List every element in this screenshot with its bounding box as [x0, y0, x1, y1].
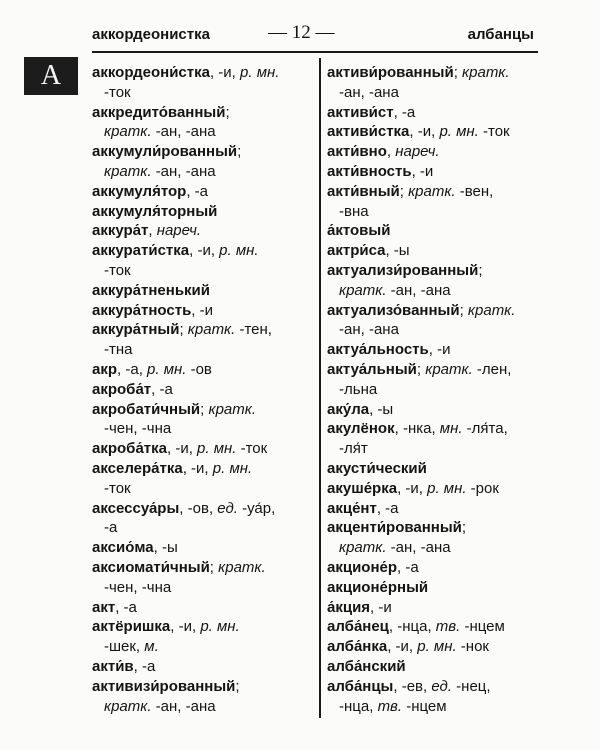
inflection-text: ,: [386, 143, 396, 161]
grammar-label: кратк.: [339, 281, 387, 299]
inflection-text: ;: [179, 321, 188, 339]
grammar-label: нареч.: [156, 222, 202, 240]
dictionary-entry: [327, 558, 541, 578]
grammar-label: кратк.: [339, 539, 387, 557]
dictionary-entry: [327, 598, 541, 618]
inflection-text: ;: [478, 261, 483, 279]
inflection-text: -чен, -чна: [104, 420, 172, 438]
headword: акти́вно: [327, 143, 387, 161]
grammar-label: кратк.: [467, 301, 516, 319]
dictionary-entry: [92, 459, 314, 479]
dictionary-entry: [92, 598, 314, 618]
inflection-text: , -ы: [385, 242, 410, 260]
dictionary-entry: [327, 340, 541, 360]
inflection-text: -ан, -ана: [151, 162, 216, 180]
inflection-text: ;: [416, 360, 426, 378]
grammar-label: р. мн.: [417, 638, 457, 656]
dictionary-entry: [327, 459, 541, 479]
inflection-text: -ан, -ана: [151, 697, 216, 715]
grammar-label: м.: [144, 638, 159, 656]
entry-continuation: [92, 518, 314, 538]
headword: акт: [92, 598, 116, 616]
inflection-text: -ан, -ана: [151, 123, 216, 141]
headword: акценти́рованный: [327, 519, 462, 537]
headword: актёришка: [92, 618, 171, 636]
headword: акусти́ческий: [327, 459, 427, 477]
dictionary-entry: [92, 360, 314, 380]
headword: активи́рованный: [327, 64, 454, 81]
inflection-text: , -и,: [182, 459, 213, 477]
inflection-text: ;: [453, 64, 463, 81]
inflection-text: , -и: [411, 162, 434, 180]
dictionary-entry: [327, 103, 541, 123]
inflection-text: , -и,: [170, 618, 201, 636]
dictionary-entry: [92, 320, 314, 340]
headword: а́ктовый: [327, 222, 391, 240]
headword: активи́стка: [327, 123, 410, 141]
dictionary-entry: [327, 182, 541, 202]
headword: аксессуа́ры: [92, 499, 180, 517]
grammar-label: р. мн.: [427, 479, 467, 497]
left-column: [92, 63, 314, 716]
headword: аккредито́ванный: [92, 103, 226, 121]
inflection-text: -ток: [104, 83, 131, 101]
grammar-label: кратк.: [425, 360, 473, 378]
headword: акулёнок: [327, 420, 395, 438]
column-divider: [319, 58, 321, 718]
entry-continuation: [327, 538, 541, 558]
headword: актуа́льность: [327, 341, 429, 359]
inflection-text: , -и: [370, 598, 392, 616]
dictionary-entry: [92, 380, 314, 400]
headword: аккура́т: [92, 222, 149, 240]
headword: акр: [92, 360, 118, 378]
dictionary-entry: [327, 63, 541, 83]
inflection-text: -нца,: [339, 697, 378, 715]
headword: акроба́тка: [92, 440, 167, 458]
dictionary-entry: [327, 637, 541, 657]
entry-continuation: [92, 162, 314, 182]
inflection-text: , -а: [186, 182, 208, 200]
headword: аккура́тный: [92, 321, 180, 339]
inflection-text: -нцем: [460, 618, 505, 636]
grammar-label: р. мн.: [439, 123, 479, 141]
inflection-text: , -и,: [409, 123, 440, 141]
inflection-text: , -ы: [153, 539, 178, 557]
grammar-label: кратк.: [408, 182, 456, 200]
headword: аксио́ма: [92, 539, 154, 557]
inflection-text: , -нца,: [388, 618, 436, 636]
headword: акробати́чный: [92, 400, 201, 418]
headword: аксиомати́чный: [92, 558, 210, 576]
inflection-text: , -ы: [369, 400, 394, 418]
dictionary-entry: [327, 479, 541, 499]
headword: актуализо́ванный: [327, 301, 460, 319]
right-column: [327, 63, 541, 716]
inflection-text: -тна: [104, 341, 133, 359]
inflection-text: -ток: [478, 123, 510, 141]
inflection-text: , -и: [191, 301, 214, 319]
grammar-label: тв.: [435, 618, 461, 636]
headword: аккумуля́тор: [92, 182, 187, 200]
inflection-text: -ток: [104, 479, 131, 497]
inflection-text: -нец,: [452, 677, 491, 695]
inflection-text: , -и,: [387, 638, 418, 656]
dictionary-entry: [327, 241, 541, 261]
header-first-entry: аккордеонистка: [92, 26, 210, 43]
grammar-label: кратк.: [104, 162, 152, 180]
inflection-text: -ан, -ана: [339, 83, 399, 101]
headword: аккура́тность: [92, 301, 192, 319]
inflection-text: , -и,: [209, 64, 241, 81]
dictionary-entry: [92, 400, 314, 420]
inflection-text: -нцем: [402, 697, 447, 715]
grammar-label: р. мн.: [219, 242, 259, 260]
inflection-text: ;: [209, 558, 219, 576]
dictionary-entry: [327, 261, 541, 281]
entry-continuation: [327, 439, 541, 459]
headword: акти́в: [92, 657, 134, 675]
grammar-label: кратк.: [104, 123, 152, 141]
dictionary-entry: [92, 202, 314, 222]
headword: аккордеони́стка: [92, 64, 210, 81]
grammar-label: р. мн.: [147, 360, 187, 378]
headword: алба́нка: [327, 638, 388, 656]
inflection-text: -шек,: [104, 638, 145, 656]
inflection-text: -ток: [104, 261, 131, 279]
headword: акционе́р: [327, 558, 398, 576]
grammar-label: кратк.: [208, 400, 257, 418]
entry-continuation: [327, 320, 541, 340]
dictionary-entry: [327, 122, 541, 142]
inflection-text: , -а: [376, 499, 399, 517]
dictionary-entry: [327, 162, 541, 182]
inflection-text: , -а: [133, 657, 156, 675]
entry-continuation: [327, 202, 541, 222]
entry-continuation: [92, 697, 314, 717]
inflection-text: -ток: [236, 440, 268, 458]
entry-continuation: [92, 340, 314, 360]
grammar-label: ед.: [217, 499, 238, 517]
inflection-text: ;: [461, 519, 467, 537]
entry-continuation: [92, 83, 314, 103]
inflection-text: -чен, -чна: [104, 578, 172, 596]
grammar-label: кратк.: [462, 64, 510, 81]
dictionary-entry: [327, 578, 541, 598]
headword: актуализи́рованный: [327, 261, 479, 279]
headword: алба́нский: [327, 657, 406, 675]
headword: актри́са: [327, 242, 386, 260]
inflection-text: -а: [104, 519, 118, 537]
dictionary-entry: [92, 499, 314, 519]
entry-continuation: [92, 637, 314, 657]
headword: акроба́т: [92, 380, 152, 398]
inflection-text: -нок: [456, 638, 489, 656]
dictionary-entry: [92, 538, 314, 558]
headword: акти́вный: [327, 182, 400, 200]
headword: алба́нцы: [327, 677, 394, 695]
headword: аккумули́рованный: [92, 143, 238, 161]
inflection-text: , -ов,: [179, 499, 218, 517]
entry-continuation: [92, 419, 314, 439]
dictionary-entry: [327, 419, 541, 439]
dictionary-entry: [92, 221, 314, 241]
headword: аку́ла: [327, 400, 370, 418]
entry-continuation: [327, 281, 541, 301]
grammar-label: кратк.: [187, 321, 236, 339]
entry-continuation: [327, 380, 541, 400]
headword: аккура́тненький: [92, 281, 210, 299]
entry-continuation: [92, 261, 314, 281]
headword: акционе́рный: [327, 578, 429, 596]
header-last-entry: албанцы: [467, 26, 534, 43]
entry-continuation: [327, 697, 541, 717]
entry-continuation: [92, 122, 314, 142]
dictionary-entry: [327, 499, 541, 519]
inflection-text: , -и: [428, 341, 451, 359]
inflection-text: , -нка,: [394, 420, 440, 438]
inflection-text: -вна: [339, 202, 369, 220]
dictionary-entry: [92, 301, 314, 321]
headword: акуше́рка: [327, 479, 398, 497]
inflection-text: , -а: [397, 558, 419, 576]
dictionary-entry: [92, 182, 314, 202]
inflection-text: , -а: [115, 598, 137, 616]
page-header: [92, 24, 538, 50]
grammar-label: ед.: [431, 677, 452, 695]
dictionary-entry: [92, 439, 314, 459]
headword: аккумуля́торный: [92, 202, 218, 220]
entry-continuation: [92, 479, 314, 499]
dictionary-entry: [92, 617, 314, 637]
dictionary-entry: [327, 360, 541, 380]
grammar-label: р. мн.: [240, 64, 280, 81]
dictionary-entry: [92, 558, 314, 578]
headword: активи́ст: [327, 103, 394, 121]
inflection-text: -ан, -ана: [386, 281, 451, 299]
inflection-text: ;: [237, 143, 242, 161]
inflection-text: ;: [399, 182, 409, 200]
inflection-text: ;: [459, 301, 468, 319]
grammar-label: р. мн.: [212, 459, 253, 477]
headword: а́кция: [327, 598, 371, 616]
inflection-text: ;: [225, 103, 230, 121]
inflection-text: -ов: [186, 360, 212, 378]
grammar-label: тв.: [377, 697, 403, 715]
entry-continuation: [92, 578, 314, 598]
grammar-label: кратк.: [218, 558, 266, 576]
inflection-text: , -ев,: [393, 677, 432, 695]
dictionary-entry: [327, 301, 541, 321]
inflection-text: -льна: [339, 380, 378, 398]
inflection-text: , -и,: [166, 440, 198, 458]
dictionary-entry: [92, 657, 314, 677]
dictionary-entry: [92, 63, 314, 83]
headword: активизи́рованный: [92, 677, 236, 695]
headword: акти́вность: [327, 162, 412, 180]
dictionary-entry: [92, 103, 314, 123]
dictionary-entry: [92, 281, 314, 301]
inflection-text: , -а: [151, 380, 173, 398]
grammar-label: нареч.: [395, 143, 440, 161]
inflection-text: -ля́т: [339, 440, 368, 458]
headword: акце́нт: [327, 499, 377, 517]
inflection-text: , -а,: [117, 360, 148, 378]
grammar-label: кратк.: [104, 697, 152, 715]
dictionary-entry: [327, 142, 541, 162]
inflection-text: ,: [148, 222, 157, 240]
inflection-text: -ан, -ана: [386, 539, 451, 557]
inflection-text: ;: [235, 677, 240, 695]
inflection-text: -ля́та,: [462, 420, 508, 438]
headword: алба́нец: [327, 618, 389, 636]
inflection-text: ;: [200, 400, 209, 418]
dictionary-entry: [327, 657, 541, 677]
dictionary-entry: [327, 221, 541, 241]
dictionary-entry: [327, 677, 541, 697]
inflection-text: -лен,: [472, 360, 512, 378]
letter-tab: А: [24, 57, 78, 95]
grammar-label: р. мн.: [197, 440, 237, 458]
inflection-text: -уа́р,: [237, 499, 276, 517]
dictionary-entry: [92, 677, 314, 697]
grammar-label: мн.: [439, 420, 463, 438]
inflection-text: -вен,: [455, 182, 494, 200]
inflection-text: -рок: [466, 479, 499, 497]
dictionary-entry: [92, 241, 314, 261]
entry-continuation: [327, 83, 541, 103]
grammar-label: р. мн.: [200, 618, 240, 636]
inflection-text: , -и,: [397, 479, 428, 497]
inflection-text: -ан, -ана: [339, 321, 399, 339]
dictionary-entry: [327, 617, 541, 637]
headword: акселера́тка: [92, 459, 183, 477]
inflection-text: , -а: [393, 103, 416, 121]
dictionary-entry: [327, 518, 541, 538]
headword: аккурати́стка: [92, 242, 190, 260]
headword: актуа́льный: [327, 360, 417, 378]
dictionary-entry: [327, 400, 541, 420]
page-number: — 12 —: [268, 22, 335, 43]
header-rule: [92, 51, 538, 53]
dictionary-entry: [92, 142, 314, 162]
inflection-text: -тен,: [235, 321, 272, 339]
inflection-text: , -и,: [189, 242, 220, 260]
